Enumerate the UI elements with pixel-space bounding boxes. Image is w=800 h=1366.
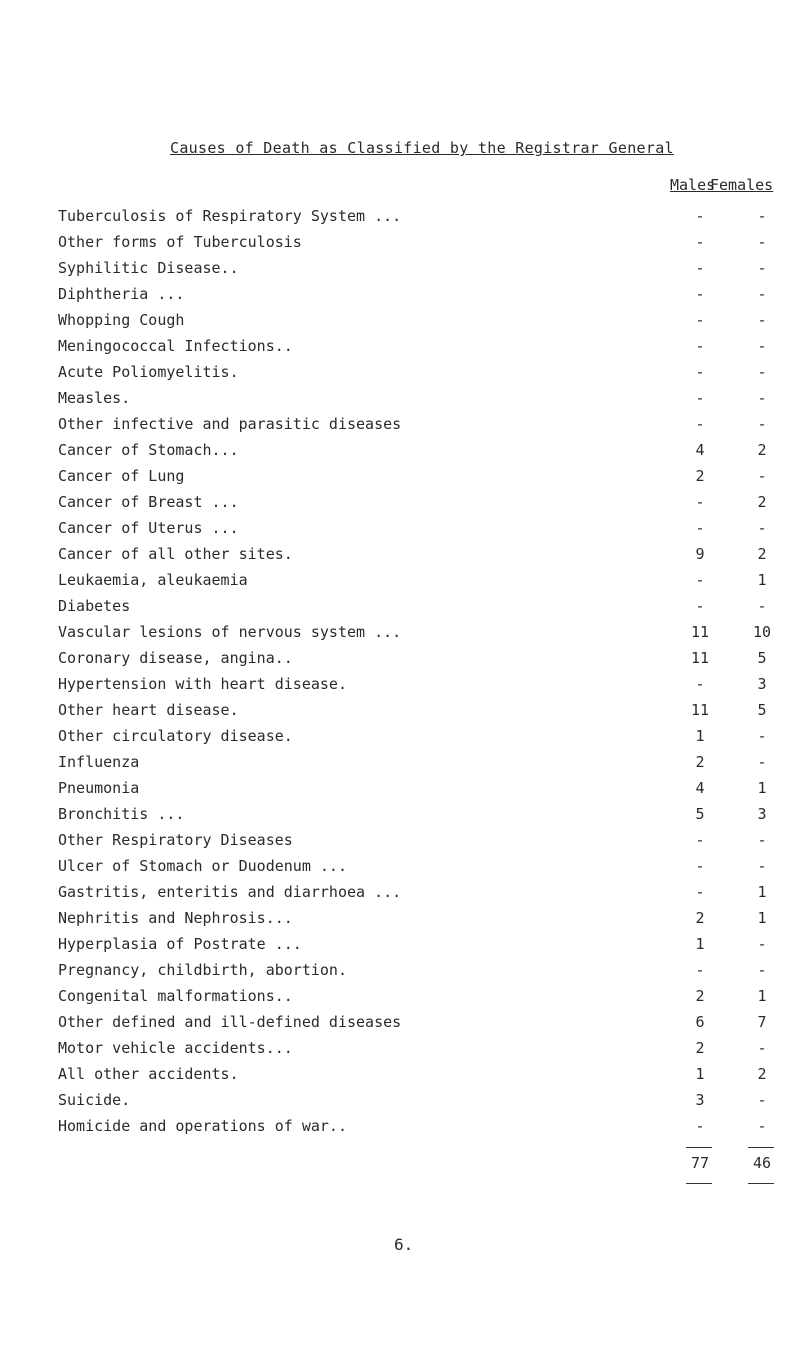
- males-value: -: [695, 519, 705, 537]
- females-value: -: [757, 259, 767, 277]
- males-value: 1: [695, 935, 705, 953]
- total-rule-bottom-males: [686, 1183, 712, 1184]
- table-row: [58, 411, 778, 437]
- table-row: [58, 229, 778, 255]
- males-value: -: [695, 857, 705, 875]
- cause-label: Influenza: [58, 753, 140, 771]
- table-row: [58, 879, 778, 905]
- females-value: -: [757, 857, 767, 875]
- cause-label: Pregnancy, childbirth, abortion.: [58, 961, 347, 979]
- females-value: -: [757, 597, 767, 615]
- cause-label: Congenital malformations..: [58, 987, 293, 1005]
- females-value: -: [757, 961, 767, 979]
- males-value: 2: [695, 987, 705, 1005]
- table-row: [58, 437, 778, 463]
- table-row: [58, 801, 778, 827]
- females-value: 2: [757, 545, 767, 563]
- males-value: -: [695, 675, 705, 693]
- cause-label: Meningococcal Infections..: [58, 337, 293, 355]
- cause-label: Whopping Cough: [58, 311, 185, 329]
- females-value: -: [757, 233, 767, 251]
- table-row: [58, 333, 778, 359]
- cause-label: Cancer of Uterus ...: [58, 519, 239, 537]
- males-value: -: [695, 259, 705, 277]
- cause-label: All other accidents.: [58, 1065, 239, 1083]
- males-value: -: [695, 597, 705, 615]
- total-rule-top-males: [686, 1147, 712, 1148]
- females-value: 1: [757, 883, 767, 901]
- males-value: -: [695, 207, 705, 225]
- table-row: [58, 905, 778, 931]
- cause-label: Measles.: [58, 389, 131, 407]
- females-value: 5: [757, 649, 767, 667]
- table-row: [58, 203, 778, 229]
- cause-label: Syphilitic Disease..: [58, 259, 239, 277]
- table-row: [58, 281, 778, 307]
- cause-label: Vascular lesions of nervous system ...: [58, 623, 402, 641]
- males-value: 2: [695, 1039, 705, 1057]
- cause-label: Hyperplasia of Postrate ...: [58, 935, 302, 953]
- table-row: [58, 853, 778, 879]
- cause-label: Other Respiratory Diseases: [58, 831, 293, 849]
- females-value: -: [757, 1091, 767, 1109]
- column-header-females: Females: [710, 176, 774, 194]
- column-header-males: Males: [670, 176, 716, 194]
- cause-label: Other circulatory disease.: [58, 727, 293, 745]
- table-row: [58, 593, 778, 619]
- cause-label: Suicide.: [58, 1091, 131, 1109]
- table-row: [58, 775, 778, 801]
- males-value: 4: [695, 441, 705, 459]
- females-value: 1: [757, 987, 767, 1005]
- page-number: 6.: [394, 1235, 414, 1254]
- total-rule-bottom-females: [748, 1183, 774, 1184]
- cause-label: Bronchitis ...: [58, 805, 185, 823]
- table-row: [58, 619, 778, 645]
- cause-label: Leukaemia, aleukaemia: [58, 571, 248, 589]
- females-value: -: [757, 753, 767, 771]
- males-value: 11: [690, 623, 710, 641]
- cause-label: Other defined and ill-defined diseases: [58, 1013, 402, 1031]
- males-value: -: [695, 311, 705, 329]
- males-value: -: [695, 571, 705, 589]
- females-value: 10: [752, 623, 772, 641]
- table-row: [58, 307, 778, 333]
- males-value: -: [695, 337, 705, 355]
- table-row: [58, 697, 778, 723]
- cause-label: Cancer of Breast ...: [58, 493, 239, 511]
- females-value: 1: [757, 909, 767, 927]
- males-value: -: [695, 415, 705, 433]
- cause-label: Cancer of Stomach...: [58, 441, 239, 459]
- cause-label: Coronary disease, angina..: [58, 649, 293, 667]
- cause-label: Ulcer of Stomach or Duodenum ...: [58, 857, 347, 875]
- females-value: -: [757, 389, 767, 407]
- males-value: 2: [695, 467, 705, 485]
- females-value: 1: [757, 779, 767, 797]
- females-value: 1: [757, 571, 767, 589]
- total-rule-top-females: [748, 1147, 774, 1148]
- females-value: -: [757, 519, 767, 537]
- table-row: [58, 567, 778, 593]
- males-value: -: [695, 285, 705, 303]
- cause-label: Tuberculosis of Respiratory System ...: [58, 207, 402, 225]
- females-value: -: [757, 311, 767, 329]
- cause-label: Other forms of Tuberculosis: [58, 233, 302, 251]
- table-row: [58, 671, 778, 697]
- cause-label: Diphtheria ...: [58, 285, 185, 303]
- males-value: 2: [695, 909, 705, 927]
- cause-label: Acute Poliomyelitis.: [58, 363, 239, 381]
- table-row: [58, 983, 778, 1009]
- cause-label: Cancer of Lung: [58, 467, 185, 485]
- females-value: -: [757, 831, 767, 849]
- table-row: [58, 1035, 778, 1061]
- males-value: -: [695, 233, 705, 251]
- table-row: [58, 255, 778, 281]
- page-title: Causes of Death as Classified by the Registrar General: [170, 139, 674, 157]
- cause-label: Diabetes: [58, 597, 131, 615]
- females-value: -: [757, 415, 767, 433]
- males-value: 5: [695, 805, 705, 823]
- males-value: 1: [695, 1065, 705, 1083]
- males-value: 2: [695, 753, 705, 771]
- table-row: [58, 489, 778, 515]
- males-value: 3: [695, 1091, 705, 1109]
- cause-label: Nephritis and Nephrosis...: [58, 909, 293, 927]
- females-value: -: [757, 207, 767, 225]
- females-value: -: [757, 1039, 767, 1057]
- females-value: 7: [757, 1013, 767, 1031]
- total-males: 77: [690, 1154, 710, 1172]
- females-value: -: [757, 935, 767, 953]
- cause-label: Other heart disease.: [58, 701, 239, 719]
- cause-label: Motor vehicle accidents...: [58, 1039, 293, 1057]
- table-row: [58, 827, 778, 853]
- females-value: 2: [757, 441, 767, 459]
- table-row: [58, 645, 778, 671]
- males-value: 11: [690, 701, 710, 719]
- table-row: [58, 1087, 778, 1113]
- males-value: -: [695, 389, 705, 407]
- females-value: 2: [757, 493, 767, 511]
- males-value: -: [695, 883, 705, 901]
- table-row: [58, 723, 778, 749]
- females-value: 3: [757, 675, 767, 693]
- females-value: 3: [757, 805, 767, 823]
- cause-label: Gastritis, enteritis and diarrhoea ...: [58, 883, 402, 901]
- total-females: 46: [752, 1154, 772, 1172]
- males-value: -: [695, 493, 705, 511]
- table-row: [58, 541, 778, 567]
- table-row: [58, 749, 778, 775]
- males-value: 11: [690, 649, 710, 667]
- cause-label: Hypertension with heart disease.: [58, 675, 347, 693]
- table-row: [58, 957, 778, 983]
- males-value: 4: [695, 779, 705, 797]
- males-value: -: [695, 363, 705, 381]
- table-row: [58, 1009, 778, 1035]
- males-value: -: [695, 1117, 705, 1135]
- females-value: 5: [757, 701, 767, 719]
- males-value: -: [695, 961, 705, 979]
- table-row: [58, 463, 778, 489]
- females-value: -: [757, 337, 767, 355]
- females-value: 2: [757, 1065, 767, 1083]
- cause-label: Homicide and operations of war..: [58, 1117, 347, 1135]
- females-value: -: [757, 285, 767, 303]
- females-value: -: [757, 363, 767, 381]
- cause-label: Other infective and parasitic diseases: [58, 415, 402, 433]
- males-value: 6: [695, 1013, 705, 1031]
- causes-table: [58, 203, 778, 1139]
- males-value: 1: [695, 727, 705, 745]
- males-value: -: [695, 831, 705, 849]
- females-value: -: [757, 727, 767, 745]
- table-row: [58, 1061, 778, 1087]
- table-row: [58, 931, 778, 957]
- table-row: [58, 515, 778, 541]
- cause-label: Cancer of all other sites.: [58, 545, 293, 563]
- males-value: 9: [695, 545, 705, 563]
- table-row: [58, 1113, 778, 1139]
- females-value: -: [757, 1117, 767, 1135]
- table-row: [58, 385, 778, 411]
- cause-label: Pneumonia: [58, 779, 140, 797]
- females-value: -: [757, 467, 767, 485]
- table-row: [58, 359, 778, 385]
